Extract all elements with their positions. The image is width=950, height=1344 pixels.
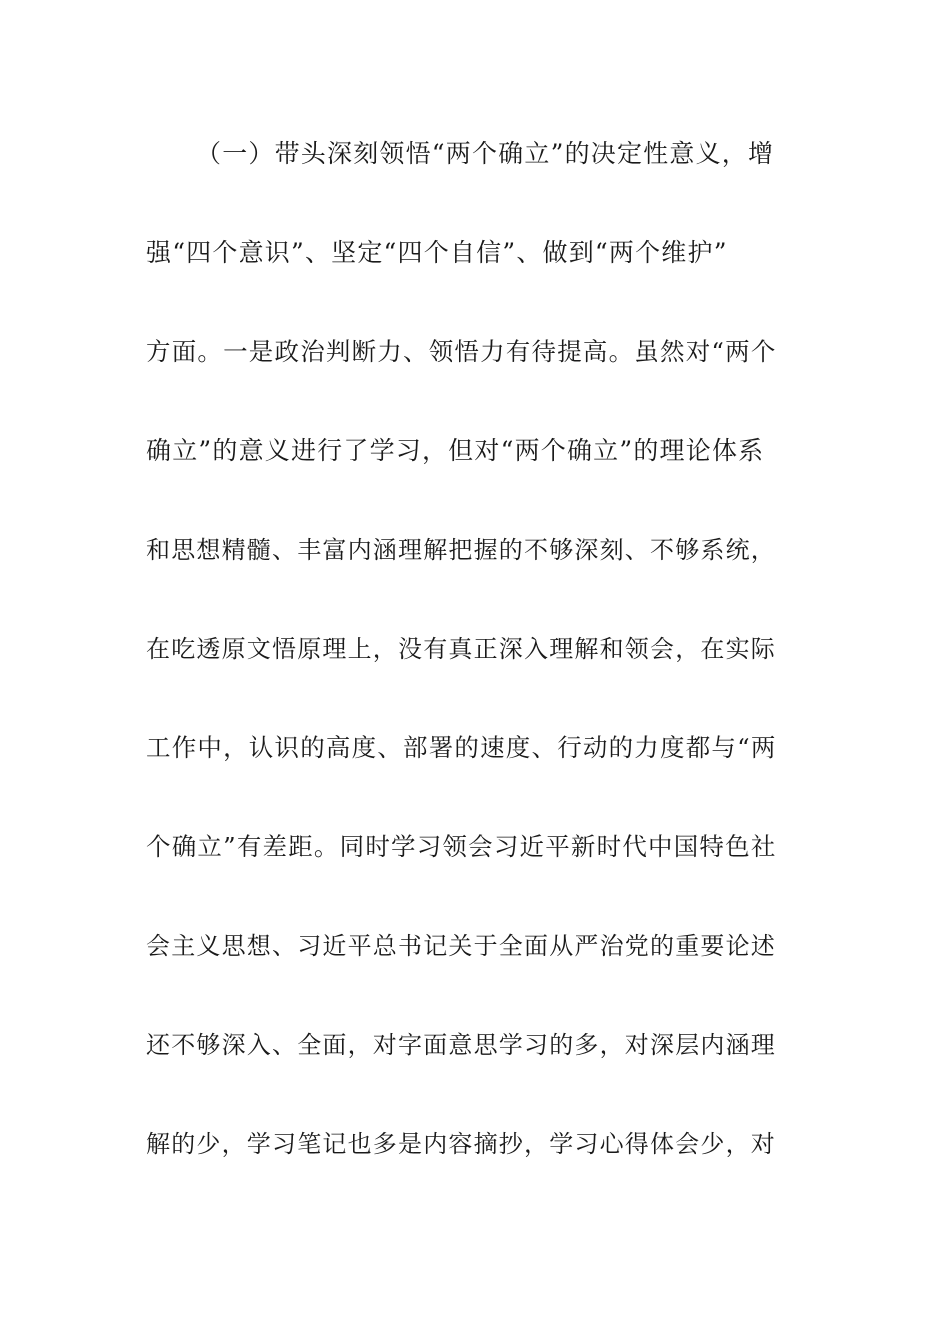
paragraph-line-9: 会主义思想、习近平总书记关于全面从严治党的重要论述 [146,932,776,960]
paragraph-line-4: 确立”的意义进行了学习，但对“两个确立”的理论体系 [146,436,765,465]
paragraph-line-2: 强“四个意识”、坚定“四个自信”、做到“两个维护” [146,238,728,267]
paragraph-line-11: 解的少，学习笔记也多是内容摘抄，学习心得体会少，对 [146,1130,776,1158]
paragraph-line-10: 还不够深入、全面，对字面意思学习的多，对深层内涵理 [146,1031,776,1059]
paragraph-line-6: 在吃透原文悟原理上，没有真正深入理解和领会，在实际 [146,635,776,663]
paragraph-line-3: 方面。一是政治判断力、领悟力有待提高。虽然对“两个 [146,337,777,366]
paragraph-line-8: 个确立”有差距。同时学习领会习近平新时代中国特色社 [146,832,777,861]
paragraph-line-7: 工作中，认识的高度、部署的速度、行动的力度都与“两 [146,733,777,762]
paragraph-line-5: 和思想精髓、丰富内涵理解把握的不够深刻、不够系统， [146,536,776,564]
paragraph-line-1: （一）带头深刻领悟“两个确立”的决定性意义，增 [196,139,775,168]
